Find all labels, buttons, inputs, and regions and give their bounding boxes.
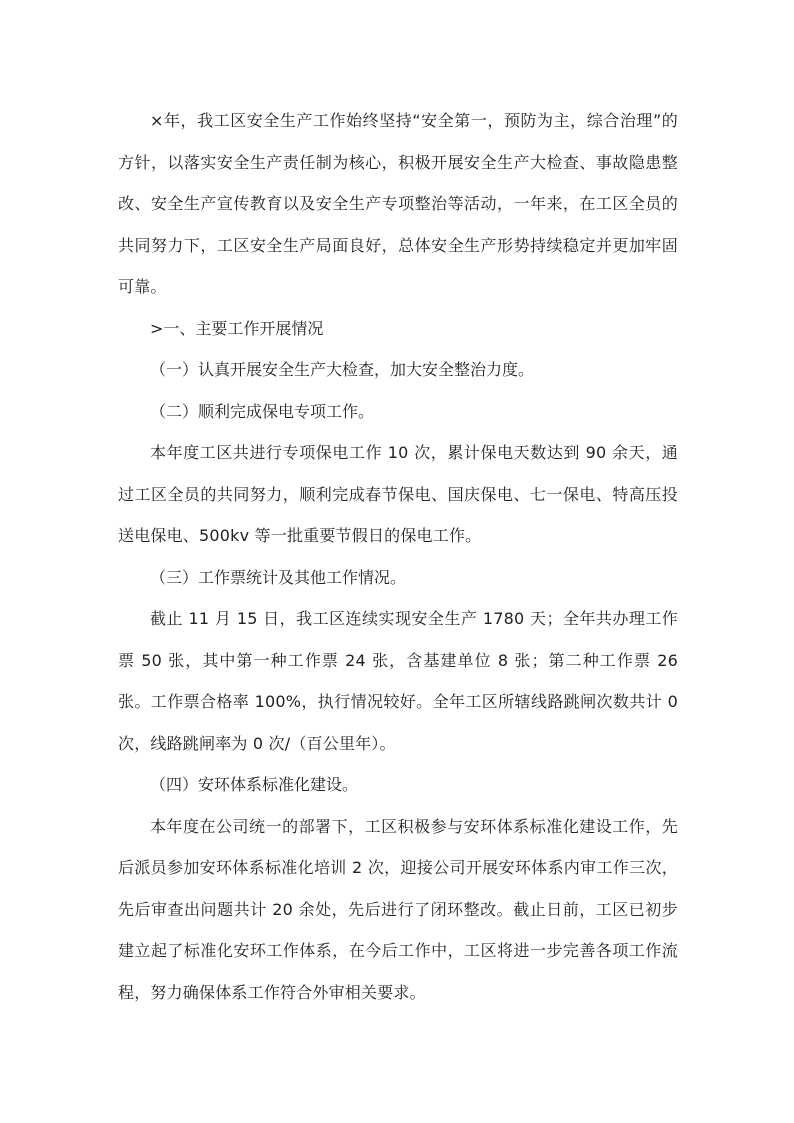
- subsection-heading-inspection: （一）认真开展安全生产大检查，加大安全整治力度。: [150, 360, 535, 379]
- work-tickets-paragraph: 截止 11 月 15 日，我工区连续实现安全生产 1780 天；全年共办理工作票 50 张，其中第一种工作票 24 张，含基建单位 8 张；第二种工作票 26 张。工作票合格率 100%，执行情况较好。全年工区所辖线路跳闸次数共计 0 次，线路跳闸率为 0 次/（百公里年）。: [118, 609, 678, 753]
- standardization-paragraph: 本年度在公司统一的部署下，工区积极参与安环体系标准化建设工作，先后派员参加安环体系标准化培训 2 次，迎接公司开展安环体系内审工作三次，先后审查出问题共计 20 余处，先后进行了闭环整改。截止日前，工区已初步建立起了标准化安环工作体系，在今后工作中，工区将进一步完善各项工作流程，努力确保体系工作符合外审相关要求。: [118, 816, 678, 1002]
- subsection-heading-standardization: （四）安环体系标准化建设。: [150, 775, 359, 794]
- document-body: [118, 100, 678, 1013]
- power-guarantee-paragraph: 本年度工区共进行专项保电工作 10 次，累计保电天数达到 90 余天，通过工区全员的共同努力，顺利完成春节保电、国庆保电、七一保电、特高压投送电保电、500kv 等一批重要节假日的保电工作。: [118, 443, 678, 545]
- subsection-heading-power-guarantee: （二）顺利完成保电专项工作。: [150, 401, 375, 421]
- subsection-heading-work-tickets: （三）工作票统计及其他工作情况。: [150, 567, 407, 587]
- intro-paragraph: ×年，我工区安全生产工作始终坚持“安全第一，预防为主，综合治理”的方针，以落实安全生产责任制为核心，积极开展安全生产大检查、事故隐患整改、安全生产宣传教育以及安全生产专项整治等活动，一年来，在工区全员的共同努力下，工区安全生产局面良好，总体安全生产形势持续稳定并更加牢固可靠。: [118, 111, 678, 296]
- section-heading-main-work: >一、主要工作开展情况: [150, 318, 324, 338]
